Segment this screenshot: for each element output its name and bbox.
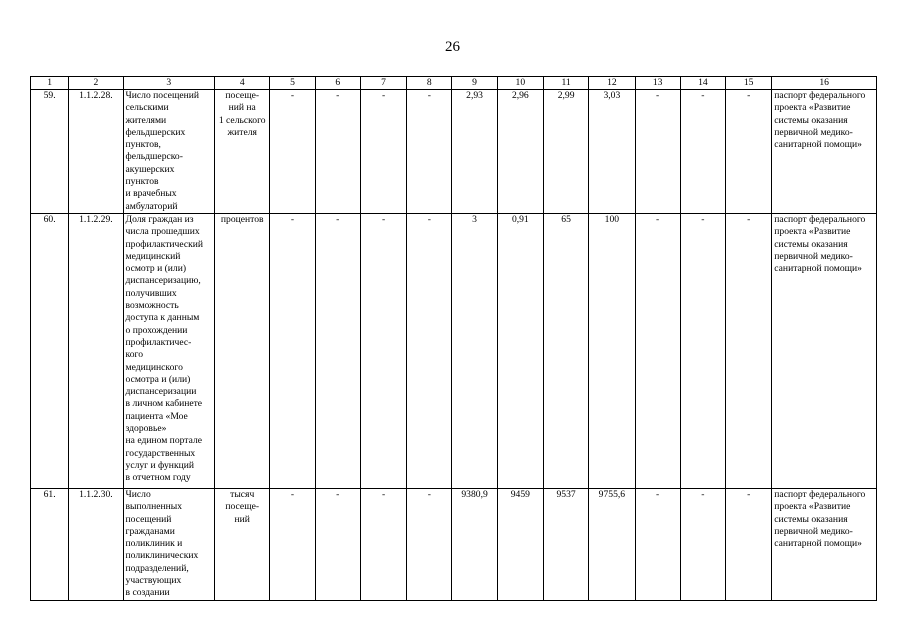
value-col-6: - — [315, 90, 360, 214]
value-col-12: 3,03 — [589, 90, 635, 214]
value-col-7: - — [360, 213, 406, 488]
table-row — [31, 90, 877, 214]
column-header: 4 — [215, 77, 270, 90]
row-number: 61. — [31, 488, 69, 600]
column-header: 8 — [407, 77, 452, 90]
column-header: 16 — [772, 77, 877, 90]
value-col-10: 9459 — [497, 488, 543, 600]
value-col-15: - — [726, 213, 772, 488]
value-col-8: - — [407, 90, 452, 214]
indicator-code: 1.1.2.29. — [69, 213, 123, 488]
column-header: 14 — [680, 77, 725, 90]
value-col-5: - — [270, 488, 315, 600]
value-col-5: - — [270, 213, 315, 488]
value-col-13: - — [635, 213, 680, 488]
value-col-15: - — [726, 488, 772, 600]
indicator-code: 1.1.2.30. — [69, 488, 123, 600]
value-col-14: - — [680, 90, 725, 214]
source: паспорт федерального проекта «Развитие системы оказания первичной медико- санитарной помощи» — [772, 488, 877, 600]
value-col-11: 9537 — [543, 488, 588, 600]
value-col-15: - — [726, 90, 772, 214]
source: паспорт федерального проекта «Развитие системы оказания первичной медико- санитарной помощи» — [772, 90, 877, 214]
value-col-8: - — [407, 488, 452, 600]
unit: тысяч посеще- ний — [215, 488, 270, 600]
value-col-7: - — [360, 90, 406, 214]
value-col-5: - — [270, 90, 315, 214]
indicator-name: Число выполненных посещений гражданами поликлиник и поликлинических подразделений, участвующих в создании — [123, 488, 215, 600]
value-col-11: 2,99 — [543, 90, 588, 214]
column-header: 15 — [726, 77, 772, 90]
column-header: 2 — [69, 77, 123, 90]
value-col-11: 65 — [543, 213, 588, 488]
value-col-14: - — [680, 213, 725, 488]
unit: посеще- ний на 1 сельского жителя — [215, 90, 270, 214]
value-col-10: 0,91 — [497, 213, 543, 488]
table-row — [31, 213, 877, 488]
column-header: 11 — [543, 77, 588, 90]
column-header: 9 — [452, 77, 497, 90]
value-col-13: - — [635, 488, 680, 600]
value-col-9: 9380,9 — [452, 488, 497, 600]
column-header: 7 — [360, 77, 406, 90]
unit: процентов — [215, 213, 270, 488]
value-col-14: - — [680, 488, 725, 600]
value-col-6: - — [315, 213, 360, 488]
column-header: 10 — [497, 77, 543, 90]
value-col-12: 100 — [589, 213, 635, 488]
column-header: 13 — [635, 77, 680, 90]
value-col-9: 3 — [452, 213, 497, 488]
value-col-8: - — [407, 213, 452, 488]
value-col-7: - — [360, 488, 406, 600]
value-col-6: - — [315, 488, 360, 600]
column-header: 1 — [31, 77, 69, 90]
value-col-9: 2,93 — [452, 90, 497, 214]
indicator-name: Число посещений сельскими жителями фельдшерских пунктов, фельдшерско- акушерских пунктов и врачебных амбулаторий — [123, 90, 215, 214]
value-col-12: 9755,6 — [589, 488, 635, 600]
column-header: 5 — [270, 77, 315, 90]
table-row — [31, 488, 877, 600]
column-header: 3 — [123, 77, 215, 90]
indicator-code: 1.1.2.28. — [69, 90, 123, 214]
value-col-10: 2,96 — [497, 90, 543, 214]
source: паспорт федерального проекта «Развитие системы оказания первичной медико- санитарной помощи» — [772, 213, 877, 488]
column-header: 6 — [315, 77, 360, 90]
column-header: 12 — [589, 77, 635, 90]
header-row — [31, 77, 877, 90]
value-col-13: - — [635, 90, 680, 214]
indicators-table — [30, 76, 877, 601]
indicator-name: Доля граждан из числа прошедших профилактический медицинский осмотр и (или) диспансеризацию, получивших возможность доступа к данным о прохождении профилактичес- кого медицинского осмотра и (или) диспансеризации в личном кабинете пациента «Мое здоровье» на едином портале государственных услуг и функций в отчетном году — [123, 213, 215, 488]
row-number: 60. — [31, 213, 69, 488]
row-number: 59. — [31, 90, 69, 214]
page-number: 26 — [445, 39, 460, 55]
